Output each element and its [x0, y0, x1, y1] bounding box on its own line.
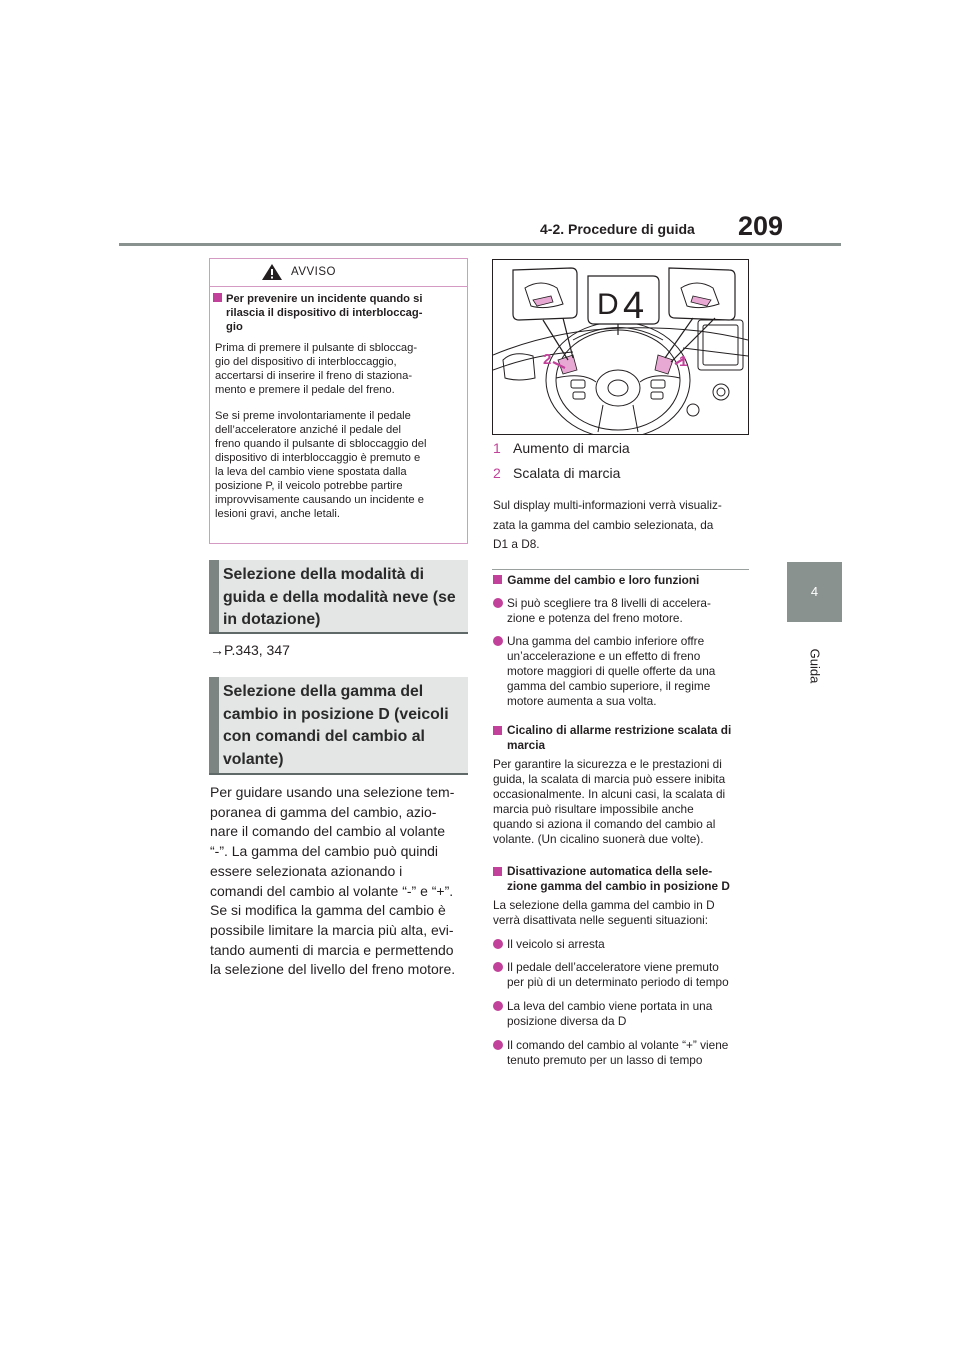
chapter-tab[interactable]: 4 — [787, 562, 842, 622]
warning-paragraph-2: Se si preme involontariamente il pedale dell’acceleratore anziché il pedale del freno quando il pulsante di sbloccaggio del dispositivo di interbloccaggio è premuto e la leva del cambio viene spostata dalla posizione P, il veicolo potrebbe partire improvvisamente causando un incidente e lesioni gravi, anche letali. — [215, 410, 427, 520]
round-bullet-icon — [493, 598, 503, 608]
section-divider — [492, 569, 749, 570]
warning-header — [210, 259, 467, 287]
header-divider — [119, 243, 841, 246]
warning-heading: Per prevenire un incidente quando si rilascia il dispositivo di interbloccag- gio — [213, 292, 465, 334]
bullet-item: Si può scegliere tra 8 livelli di accelera- zione e potenza del freno motore. — [493, 596, 753, 626]
bullet-item: La leva del cambio viene portata in una posizione diversa da D — [493, 999, 753, 1029]
section-title: 4-2. Procedure di guida — [540, 221, 695, 237]
bullet-item: Il comando del cambio al volante “+” viene tenuto premuto per un lasso di tempo — [493, 1038, 753, 1068]
chapter-label-text: Guida — [807, 648, 822, 684]
round-bullet-icon — [493, 939, 503, 949]
callout-number-1: 1 — [679, 353, 688, 370]
section-heading-gear-range — [209, 677, 468, 775]
bullet-item: Il veicolo si arresta — [493, 937, 753, 952]
cicalino-body: Per garantire la sicurezza e le prestazioni di guida, la scalata di marcia può essere inibita occasionalmente. In alcuni casi, la scalata di marcia può risultare impossibile anche quando si aziona il comando del cambio al volante. (Un cicalino suonerà due volte). — [493, 757, 726, 846]
warning-box — [209, 258, 468, 544]
warning-triangle-icon — [261, 263, 283, 281]
subheading-gamme: Gamme del cambio e loro funzioni — [493, 573, 699, 588]
page-reference-link[interactable]: →P.343, 347 — [210, 642, 290, 658]
chapter-label — [781, 626, 848, 706]
legend-item-1: 1 Aumento di marcia — [493, 440, 630, 456]
page-number: 209 — [738, 211, 784, 241]
bullet-item: Il pedale dell’acceleratore viene premuto per più di un determinato periodo di tempo — [493, 960, 753, 990]
steering-wheel-drawing — [493, 260, 748, 434]
section-body-text: Per guidare usando una selezione tem- poranea di gamma del cambio, azio- nare il comando del cambio al volante “-”. La gamma del cambio può quindi essere selezionata azionando i comandi del cambio al volante “-” e “+”. Se si modifica la gamma del cambio è possibile limitare la marcia più alta, evi- tando aumenti di marcia e permettendo la selezione del livello del freno motore. — [210, 784, 456, 978]
warning-title: AVVISO — [291, 266, 336, 278]
round-bullet-icon — [493, 1040, 503, 1050]
callout-number-2: 2 — [543, 351, 552, 368]
square-bullet-icon — [213, 293, 222, 302]
warning-paragraph-1: Prima di premere il pulsante di sbloccag- gio del dispositivo di interbloccaggio, accertarsi di inserire il freno di staziona- mento e premere il pedale del freno. — [215, 342, 418, 396]
subheading-disattivazione: Disattivazione automatica della sele- zione gamma del cambio in posizione D — [493, 864, 753, 894]
legend-item-2: 2 Scalata di marcia — [493, 465, 621, 481]
square-bullet-icon — [493, 867, 502, 876]
display-gear-label: D — [597, 288, 619, 321]
round-bullet-icon — [493, 1001, 503, 1011]
square-bullet-icon — [493, 575, 502, 584]
display-range-label: 4 — [623, 285, 645, 327]
display-note: Sul display multi-informazioni verrà visualiz- zata la gamma del cambio selezionata, da D1 a D8. — [493, 498, 722, 551]
heading-text: Selezione della modalità di guida e della modalità neve (se in dotazione) — [223, 566, 456, 628]
subheading-cicalino: Cicalino di allarme restrizione scalata di marcia — [493, 723, 753, 753]
round-bullet-icon — [493, 636, 503, 646]
heading-text: Selezione della gamma del cambio in posizione D (veicoli con comandi del cambio al volante) — [223, 683, 449, 768]
round-bullet-icon — [493, 962, 503, 972]
square-bullet-icon — [493, 726, 502, 735]
heading-accent-bar — [209, 677, 219, 773]
steering-wheel-illustration — [492, 259, 749, 435]
section-heading-driving-mode — [209, 560, 468, 634]
disattivazione-body: La selezione della gamma del cambio in D verrà disattivata nelle seguenti situazioni: — [493, 898, 715, 927]
bullet-item: Una gamma del cambio inferiore offre un’accelerazione e un effetto di freno motore maggiori di quelle offerte da una gamma del cambio superiore, il regime motore aumenta a sua volta. — [493, 634, 753, 709]
heading-accent-bar — [209, 560, 219, 632]
